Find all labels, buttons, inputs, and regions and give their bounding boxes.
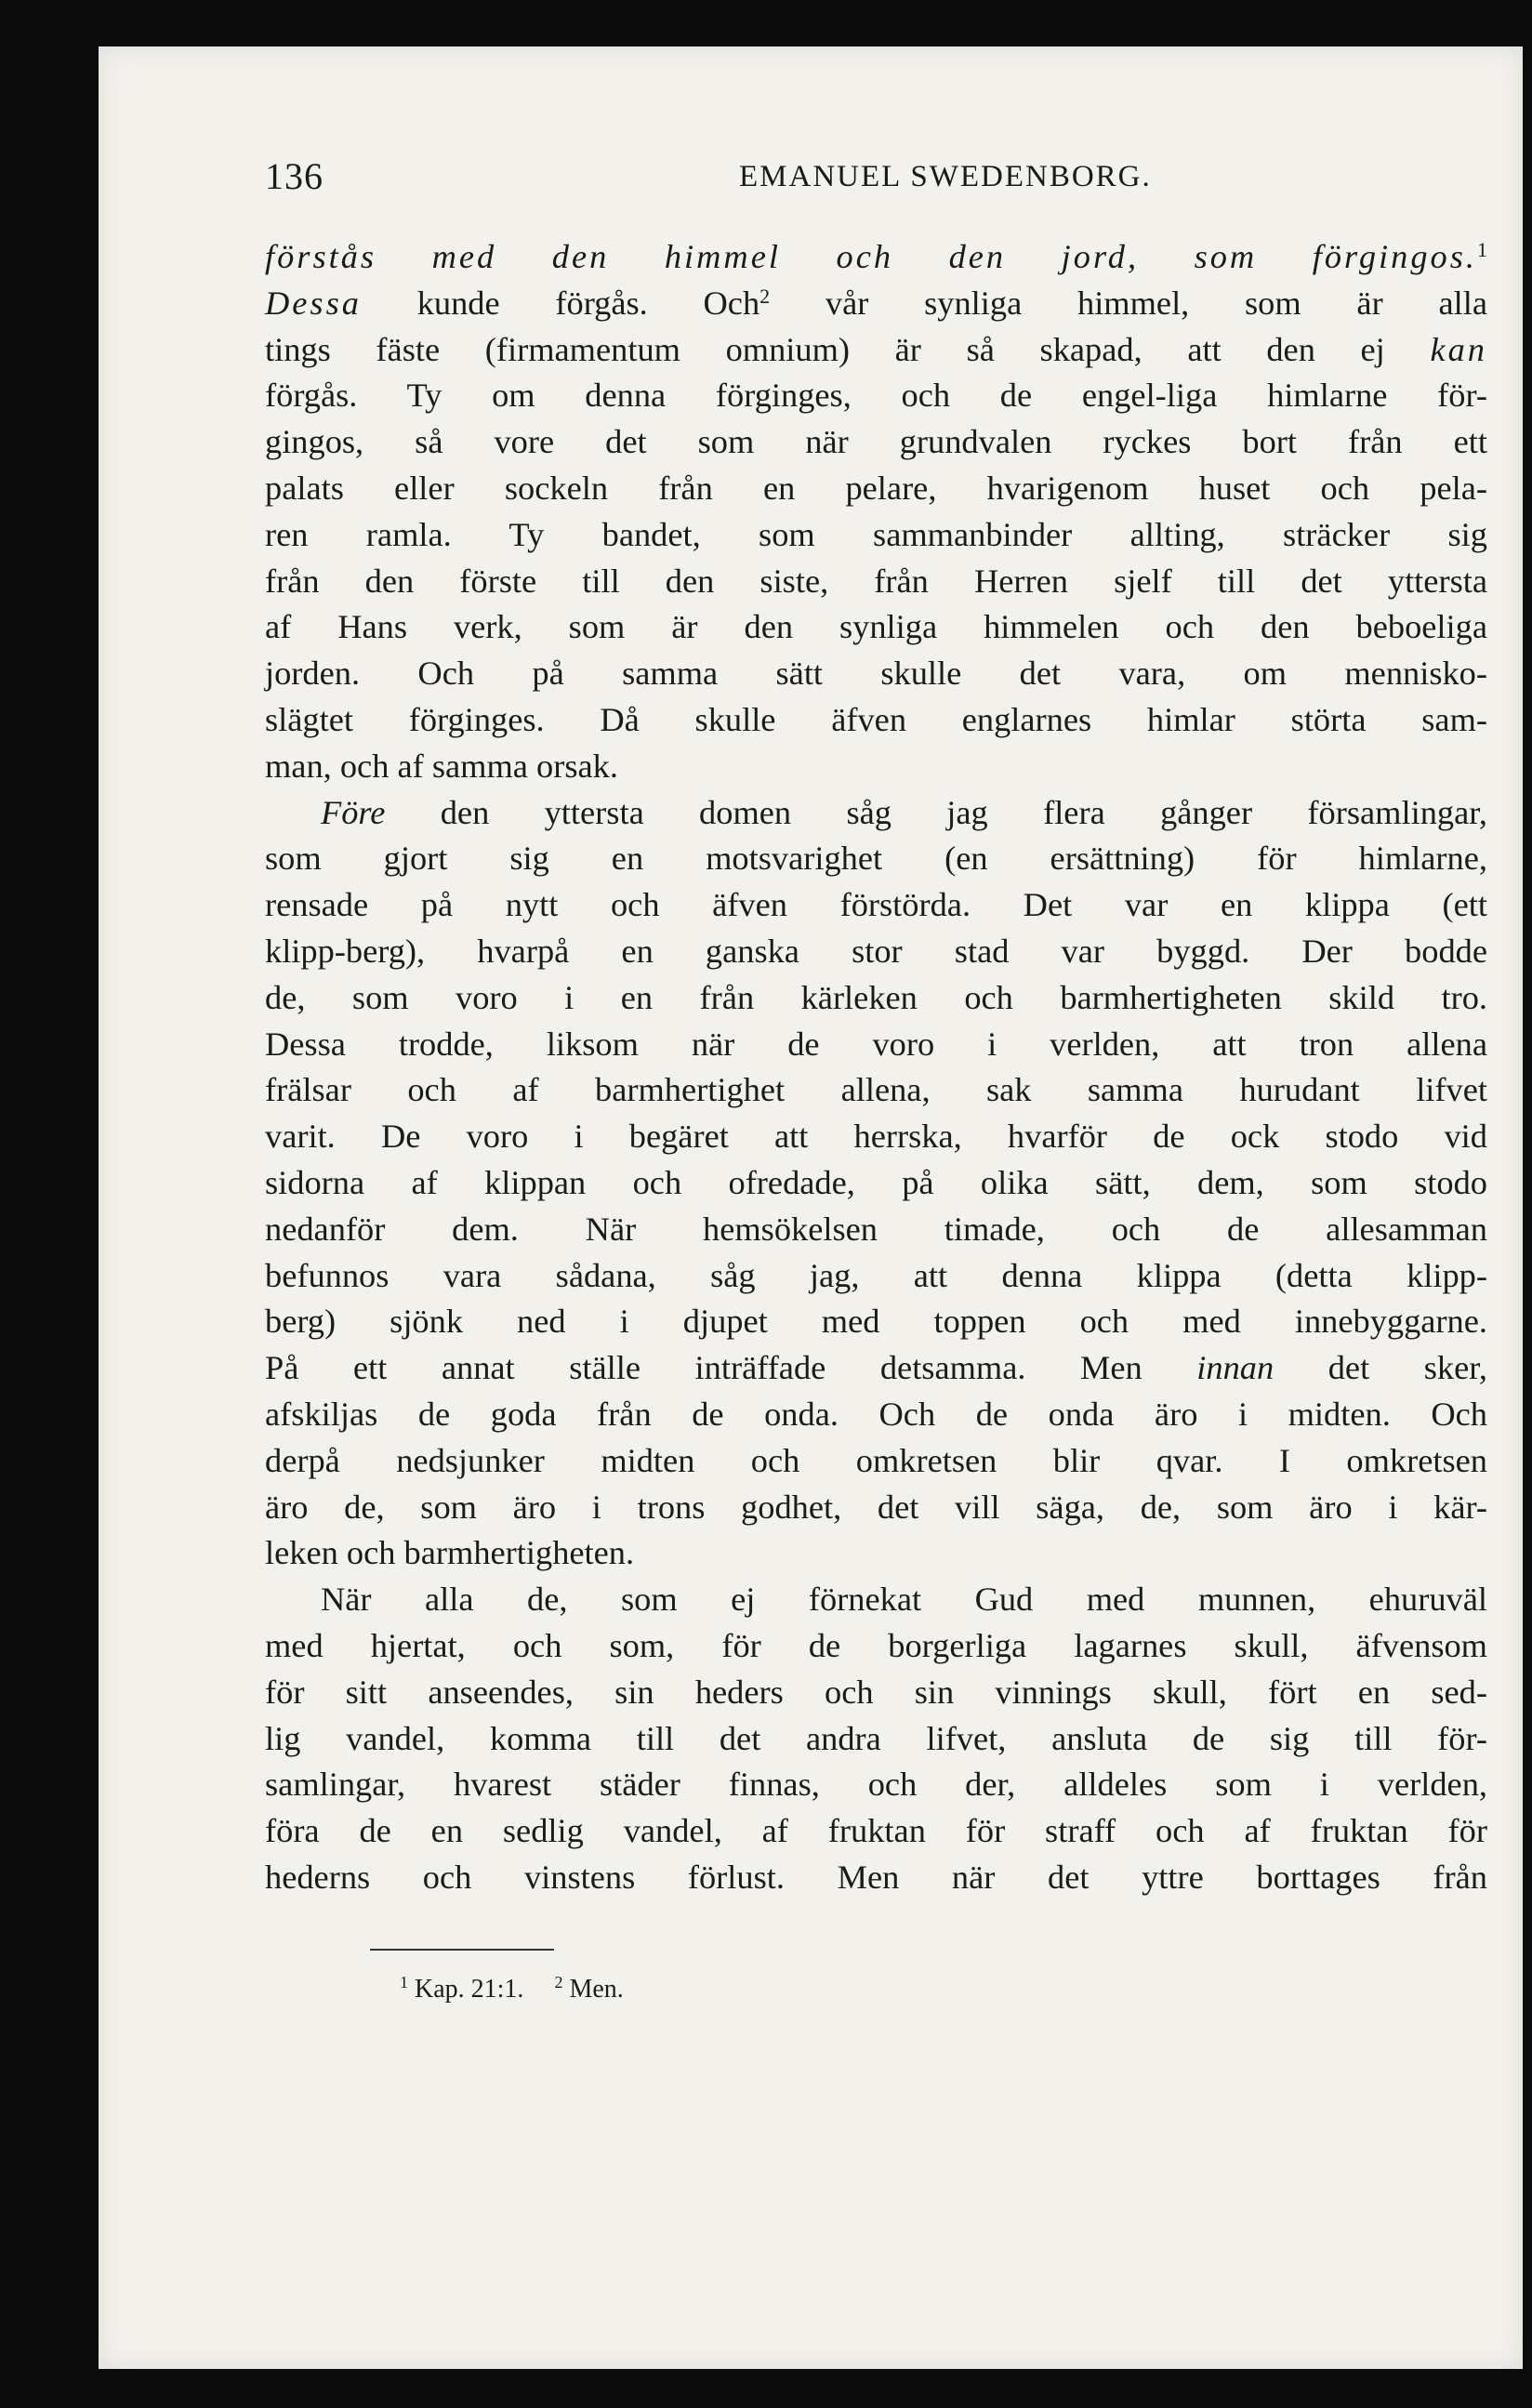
text-line: af Hans verk, som är den synliga himmelen och den beboeliga <box>265 608 1487 646</box>
text-line: de, som voro i en från kärleken och barmhertigheten skild tro. <box>265 978 1487 1016</box>
running-head: EMANUEL SWEDENBORG. <box>739 160 1152 193</box>
text-line: Före den yttersta domen såg jag flera gånger församlingar, <box>321 793 1487 831</box>
italic-text: Dessa <box>265 284 362 322</box>
italic-text: innan <box>1196 1349 1274 1387</box>
page-number: 136 <box>265 155 324 197</box>
text-line: från den förste till den siste, från Herren sjelf till det yttersta <box>265 562 1487 600</box>
text-line: leken och barmhertigheten. <box>265 1534 635 1572</box>
text-line: frälsar och af barmhertighet allena, sak samma hurudant lifvet <box>265 1071 1487 1109</box>
paragraph-1 <box>265 234 1487 790</box>
text-line: varit. De voro i begäret att herrska, hvarför de ock stodo vid <box>265 1118 1487 1156</box>
text-line: samlingar, hvarest städer finnas, och der, alldeles som i verlden, <box>265 1766 1487 1804</box>
page-header <box>265 154 1487 210</box>
text-line: gingos, så vore det som när grundvalen ryckes bort från ett <box>265 423 1487 461</box>
footnote-ref-1: 1 <box>1477 238 1487 261</box>
italic-text: kan <box>1430 330 1487 368</box>
text-line: lig vandel, komma till det andra lifvet, ansluta de sig till för- <box>265 1719 1487 1757</box>
text-line: sidorna af klippan och ofredade, på olika sätt, dem, som stodo <box>265 1163 1487 1201</box>
text-line <box>265 234 1487 281</box>
text-line: palats eller sockeln från en pelare, hvarigenom huset och pela- <box>265 469 1487 507</box>
text-line: befunnos vara sådana, såg jag, att denna klippa (detta klipp- <box>265 1256 1487 1294</box>
page-body <box>265 234 1487 1901</box>
paragraph-2 <box>265 790 1487 1578</box>
footnote-ref-2: 2 <box>759 284 771 308</box>
text-line: för sitt anseendes, sin heders och sin vinnings skull, fört en sed- <box>265 1673 1487 1711</box>
footnotes <box>400 1975 648 2004</box>
text-line: jorden. Och på samma sätt skulle det vara, om mennisko- <box>265 655 1487 693</box>
text-line: nedanför dem. När hemsökelsen timade, och de allesamman <box>265 1210 1487 1248</box>
italic-text: Före <box>321 793 386 831</box>
text-line: berg) sjönk ned i djupet med toppen och med innebyggarne. <box>265 1303 1487 1341</box>
paragraph-3 <box>265 1577 1487 1901</box>
italic-text: förstås med den himmel och den jord, som förgingos. <box>265 238 1477 275</box>
text-line: ren ramla. Ty bandet, som sammanbinder allting, sträcker sig <box>265 515 1487 553</box>
text-line: derpå nedsjunker midten och omkretsen blir qvar. I omkretsen <box>265 1441 1487 1479</box>
text-line: klipp-berg), hvarpå en ganska stor stad var byggd. Der bodde <box>265 932 1487 970</box>
text-line: afskiljas de goda från de onda. Och de onda äro i midten. Och <box>265 1395 1487 1433</box>
text-line: Dessa trodde, liksom när de voro i verlden, att tron allena <box>265 1025 1487 1063</box>
text-line: slägtet förginges. Då skulle äfven englarnes himlar störta sam- <box>265 700 1487 738</box>
text-line: rensade på nytt och äfven förstörda. Det var en klippa (ett <box>265 886 1487 924</box>
text-line: äro de, som äro i trons godhet, det vill säga, de, som äro i kär- <box>265 1488 1487 1526</box>
footnote-rule <box>370 1949 554 1951</box>
text-line: tings fäste (firmamentum omnium) är så skapad, att den ej kan <box>265 330 1487 368</box>
text-line: Dessa kunde förgås. Och$^2$ vår synliga himmel, som är alla <box>265 284 1487 322</box>
text-line: föra de en sedlig vandel, af fruktan för straff och af fruktan för <box>265 1812 1487 1850</box>
text-line: hederns och vinstens förlust. Men när det yttre borttages från <box>265 1858 1487 1896</box>
footnote-1: $^1$ Kap. 21:1. <box>400 1973 524 2004</box>
text-line: med hjertat, och som, för de borgerliga lagarnes skull, äfvensom <box>265 1626 1487 1664</box>
text-line: På ett annat ställe inträffade detsamma. Men innan det sker, <box>265 1349 1488 1387</box>
footnote-2: $^2$ Men. <box>554 1973 624 2004</box>
text-line: som gjort sig en motsvarighet (en ersättning) för himlarne, <box>265 840 1487 878</box>
text-line: När alla de, som ej förnekat Gud med munnen, ehuruväl <box>321 1581 1487 1619</box>
text-line: man, och af samma orsak. <box>265 747 618 785</box>
text-line: förgås. Ty om denna förginges, och de engel-liga himlarne för- <box>265 377 1487 415</box>
